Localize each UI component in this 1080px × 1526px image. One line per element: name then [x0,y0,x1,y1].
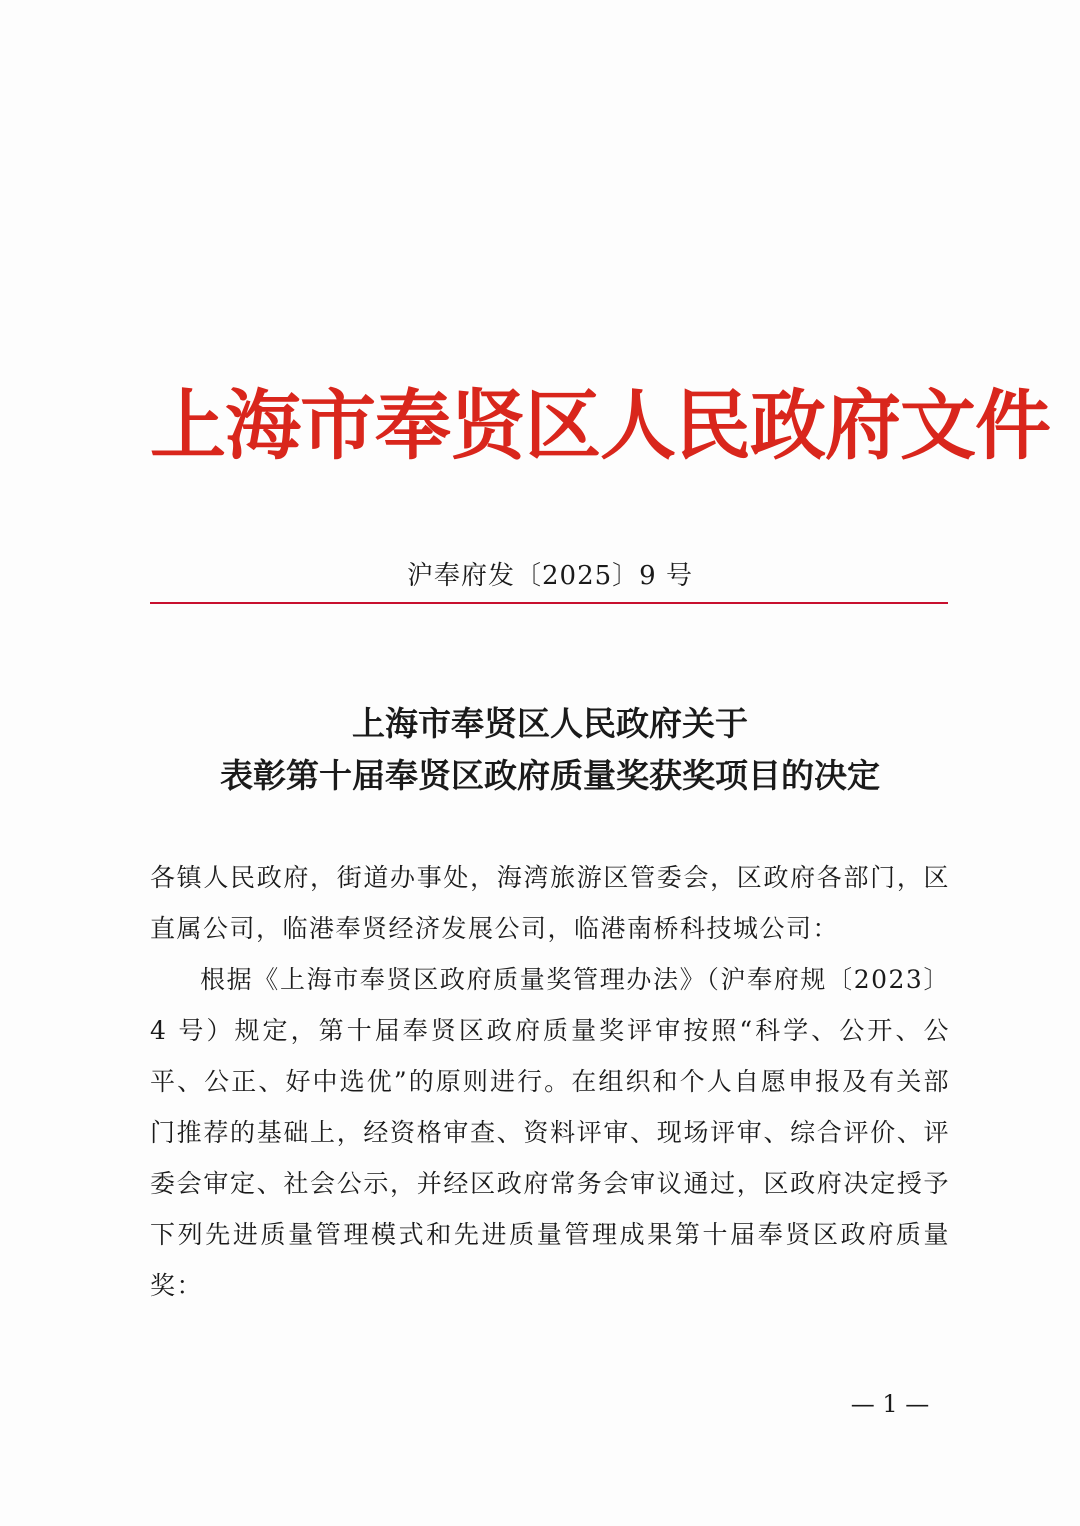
body-paragraph: 根据《上海市奉贤区政府质量奖管理办法》（沪奉府规〔2023〕4 号）规定，第十届奉贤区政府质量奖评审按照“科学、公开、公平、公正、好中选优”的原则进行。在组织和个人自愿申报及有关部门推荐的基础上，经资格审查、资料评审、现场评审、综合评价、评委会审定、社会公示，并经区政府常务会审议通过，区政府决定授予下列先进质量管理模式和先进质量管理成果第十届奉贤区政府质量奖： [150,965,950,1300]
page-number: — 1 — [850,1390,930,1418]
document-body [150,852,950,1311]
title-line-2: 表彰第十届奉贤区政府质量奖获奖项目的决定 [220,756,880,795]
title-line-1: 上海市奉贤区人民政府关于 [352,704,748,743]
document-title [150,698,950,802]
red-divider-line [150,602,948,604]
document-number: 沪奉府发〔2025〕9 号 [407,561,693,591]
addressees-paragraph: 各镇人民政府，街道办事处，海湾旅游区管委会，区政府各部门，区直属公司，临港奉贤经济发展公司，临港南桥科技城公司： [150,863,950,943]
document-masthead: 上海市奉贤区人民政府文件 [150,381,1050,470]
